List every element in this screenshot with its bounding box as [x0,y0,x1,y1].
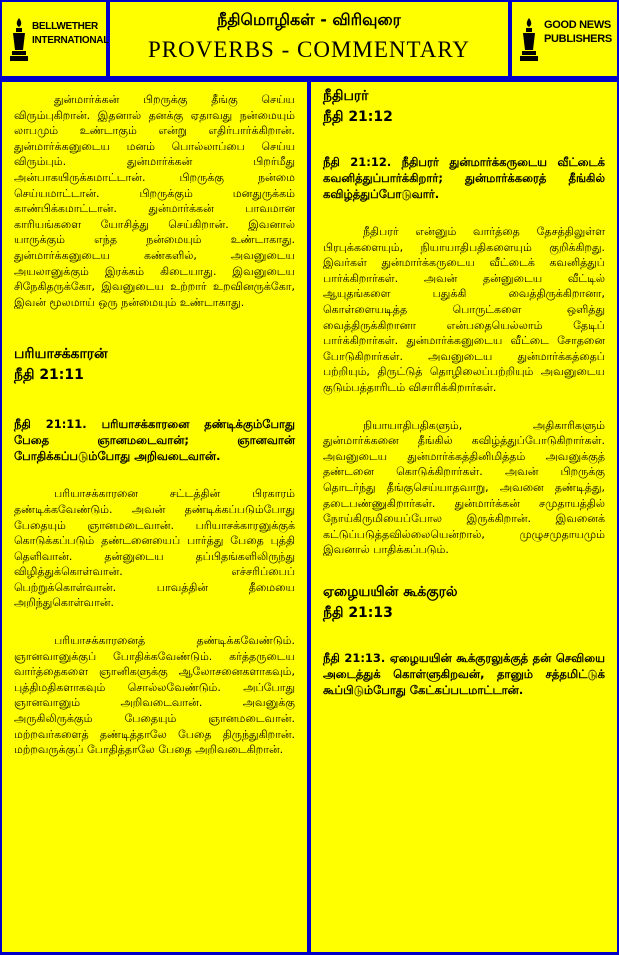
page-header [0,0,619,78]
section-title: பரியாசக்காரன் [14,346,108,363]
verse-21-11: நீதி 21:11. பரியாசக்காரனை தண்டிக்கும்போது பேதை ஞானமடைவான்; ஞானவான் போதிக்கப்படும்போது அறிவடைவான். [14,417,295,464]
bellwether-logo [2,2,110,76]
section1-ref: நீதி 21:12 [323,109,393,125]
title-box [110,2,508,76]
section-ref: நீதி 21:11 [14,367,84,384]
section2-title: ஏழையயின் கூக்குரல் [323,583,458,600]
title-english: PROVERBS - COMMENTARY [147,37,471,62]
left-column-content [14,92,295,758]
right-column [311,82,617,952]
logo-right-line2: PUBLISHERS [544,33,612,45]
verse-21-12: நீதி 21:12. நீதிபரர் துன்மார்க்கருடைய வீட்டைக் கவனித்துப்பார்க்கிறார்; துன்மார்க்கரைத் தீங்கில் கவிழ்த்துப்போடுவார். [323,155,605,201]
commentary-paragraph-2: பரியாசக்காரனைத் தண்டிக்கவேண்டும். ஞானவானுக்குப் போதிக்கவேண்டும். கர்த்தருடைய வார்த்தைகளை ஞானிகளுக்கு ஆலோசனைகளாகவும், புத்திமதிகளாகவும் சொல்லவேண்டும். அப்போது ஞானவானும் அறிவடைவான். அவனுக்கு அருகிலிருக்கும் பேதையும் ஞானமடைவான். மற்றவர்களைத் தண்டித்தாலே பேதை திருந்துகிறான். மற்றவருக்குப் போதித்தாலே பேதை அறிவடைகிறான். [14,634,295,757]
title-tamil: நீதிமொழிகள் - விரிவுரை [217,10,401,29]
section2-ref: நீதி 21:13 [323,604,393,621]
lamp-icon [10,16,28,62]
verse-21-13: நீதி 21:13. ஏழையயின் கூக்குரலுக்குத் தன் செவியை அடைத்துக் கொள்ளுகிறவன், தானும் சத்தமிட்டுக் கூப்பிடும்போது கேட்கப்படமாட்டான். [323,650,605,697]
right-column-content [323,86,605,698]
intro-paragraph: துன்மார்க்கன் பிறருக்கு தீங்கு செய்ய விரும்புகிறான். இதனால் தனக்கு ஏதாவது நன்மையும் லாபமும் உண்டாகும் என்று எதிர்பார்க்கிறான். துன்மார்க்கனுடைய மனம் பொல்லாப்பை செய்ய விரும்பும். துன்மார்க்கன் பிறர்மீது அன்பாகயிருக்கமாட்டான். பிறருக்கு நன்மை செய்யமாட்டான். பிறருக்கும் மனதுருக்கம் காண்பிக்கமாட்டான். துன்மார்க்கன் பாவமான காரியங்களை யோசித்து செய்கிறான். இவனால் யாருக்கும் எந்த நன்மையும் உண்டாகாது. துன்மார்க்கனுடைய கண்களில், அவனுடைய அயலானுக்கும் இரக்கம் கிடையாது. இவனுடைய சிநேகிதருக்கோ, இவனுடைய உற்றார் உறவினருக்கோ, இவன் மூலமாய் ஒரு நன்மையும் உண்டாகாது. [14,93,295,309]
commentary-paragraph-3: நீதிபரர் என்னும் வார்த்தை தேசத்திலுள்ள பிரபுக்களையும், நியாயாதிபதிகளையும் குறிக்கிறது. இவர்கள் துன்மார்க்கருடைய வீட்டைக் கவனித்துப் பார்க்கிறார்கள். அவன் தன்னுடைய வீட்டில் ஆயுதங்களை பதுக்கி வைத்திருக்கிறானா, கொள்ளையடித்த பொருட்களை ஒளித்து வைத்திருக்கிறானா என்பதையெல்லாம் தேடிப் பார்க்கிறார்கள். துன்மார்க்கனுடைய வீட்டை சோதனை போடுகிறார்கள். அவனுடைய துன்மார்க்கத்தைப் பற்றியும், திருட்டுத் தொழிலைப்பற்றியும் அவனுடைய குடும்பத்தாரிடம் விசாரிக்கிறார்கள். [323,225,605,394]
logo-left-line1: BELLWETHER [32,21,98,32]
logo-left-text [32,20,109,48]
logo-left-line2: INTERNATIONAL [32,35,110,46]
commentary-paragraph-4: நியாயாதிபதிகளும், அதிகாரிகளும் துன்மார்க்கனை தீங்கில் கவிழ்த்துப்போடுகிறார்கள். அவனுடைய துன்மார்க்கத்தினிமித்தம் அவனுக்குத் தண்டனை கொடுக்கிறார்கள். அவன் பிறருக்கு தொடர்ந்து தீங்குசெய்யாதவாறு, அவனை தண்டித்து, தடைபண்ணுகிறார்கள். துன்மார்க்கன் சமுதாயத்தில் நோய்கிருமியைப்போல இருக்கிறான். இவனைக் கட்டுப்படுத்தவில்லையென்றால், முழுசமுதாயமும் இவனால் பாதிக்கப்படும். [323,418,605,557]
section1-title: நீதிபரர் [323,88,369,104]
good-news-logo [512,2,617,76]
logo-right-text [544,18,612,46]
lamp-icon [520,16,538,62]
commentary-paragraph-1: பரியாசக்காரனை சட்டத்தின் பிரகாரம் தண்டிக்கவேண்டும். அவன் தண்டிக்கப்படும்போது பேதையும் ஞானமடைவான். பரியாசக்காரனுக்குக் கொடுக்கப்படும் தண்டனையைப் பார்த்து பேதை புத்தி தெளிவான். தன்னுடைய தப்பிதங்களிலிருந்து விழித்துக்கொள்வான். எச்சரிப்பைப் பெற்றுக்கொள்வான். பாவத்தின் தீமையை அறிந்துகொள்வான். [14,487,295,610]
logo-right-line1: GOOD NEWS [544,19,611,31]
left-column [2,82,307,952]
